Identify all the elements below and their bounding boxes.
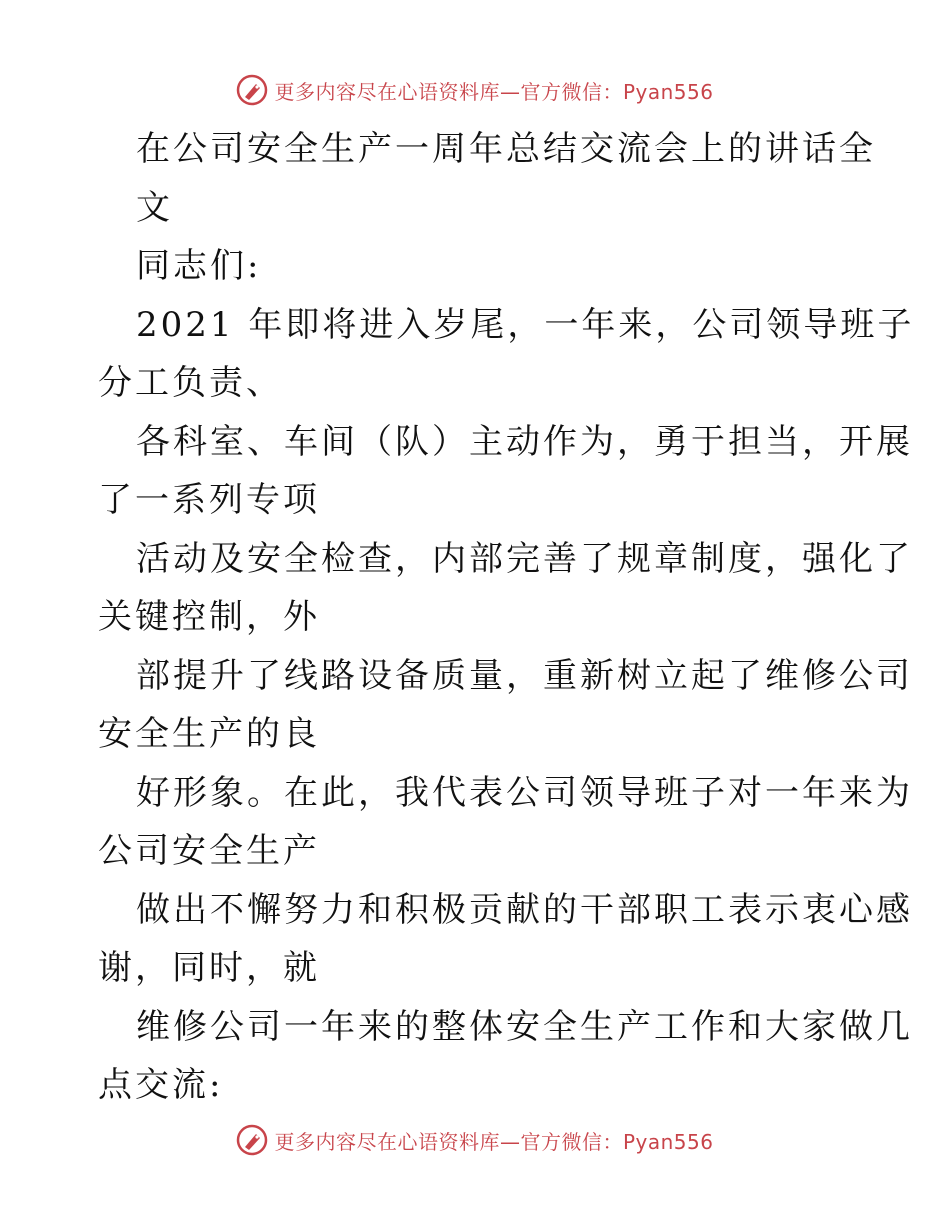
paragraph-line: 安全生产的良: [98, 714, 320, 754]
paragraph-line: 活动及安全检查，内部完善了规章制度，强化了: [136, 538, 913, 579]
paragraph-line: 点交流:: [98, 1065, 224, 1105]
paragraph-lines: [98, 296, 915, 1115]
paragraph-line: 谢，同时，就: [98, 948, 320, 988]
document-body: [98, 120, 915, 1115]
pen-nib-logo-icon: [236, 74, 268, 106]
header-banner-text: 更多内容尽在心语资料库—官方微信：Pyan556: [274, 79, 714, 104]
paragraph-line: 维修公司一年来的整体安全生产工作和大家做几: [136, 1006, 913, 1047]
paragraph-line: 分工负责、: [98, 363, 283, 403]
paragraph-line: 部提升了线路设备质量，重新树立起了维修公司: [136, 655, 913, 696]
paragraph-line: 各科室、车间（队）主动作为，勇于担当，开展: [136, 421, 913, 462]
footer-banner-text: 更多内容尽在心语资料库—官方微信：Pyan556: [274, 1129, 714, 1154]
salutation: 同志们:: [136, 246, 262, 286]
paragraph-line: 了一系列专项: [98, 480, 320, 520]
paragraph-line: 公司安全生产: [98, 831, 320, 871]
paragraph-line: 关键控制，外: [98, 597, 320, 637]
document-title-line-2: 文: [136, 187, 173, 228]
paragraph-line: 做出不懈努力和积极贡献的干部职工表示衷心感: [136, 889, 913, 930]
pen-nib-logo-icon: [236, 1124, 268, 1156]
document-title-line-1: 在公司安全生产一周年总结交流会上的讲话全: [136, 129, 876, 169]
paragraph-line: 好形象。在此，我代表公司领导班子对一年来为: [136, 772, 913, 813]
header-banner: [0, 70, 950, 110]
footer-banner: [0, 1120, 950, 1160]
paragraph-line: 2021 年即将进入岁尾，一年来，公司领导班子: [136, 304, 915, 345]
